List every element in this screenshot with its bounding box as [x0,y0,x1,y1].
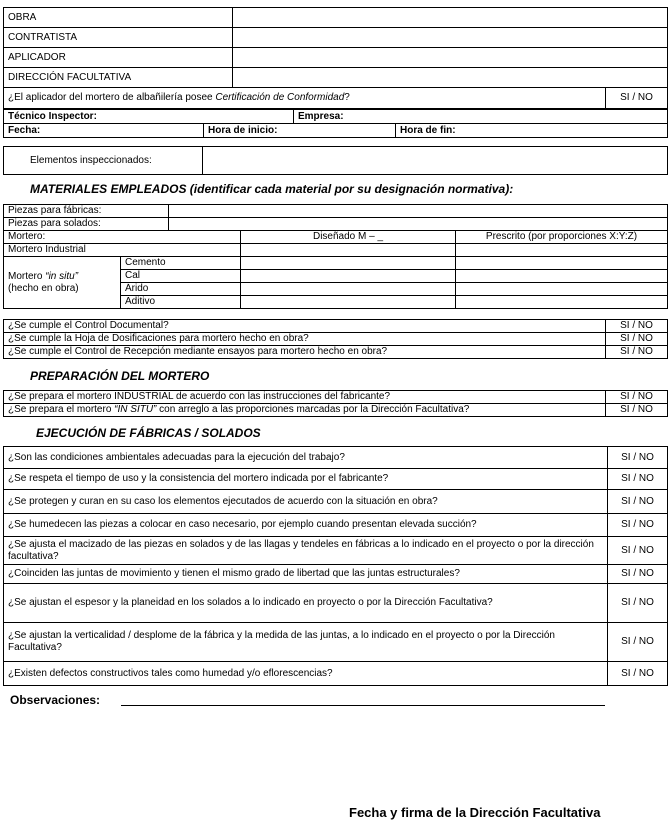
ejecucion-si-no[interactable]: SI / NO [608,584,668,623]
elementos-table [3,146,668,175]
obra-field[interactable] [233,8,668,28]
prep-insitu-si-no[interactable]: SI / NO [606,404,668,417]
mortero-label: Mortero: [4,231,241,244]
prep-industrial-si-no[interactable]: SI / NO [606,391,668,404]
ejecucion-heading: EJECUCIÓN DE FÁBRICAS / SOLADOS [36,426,261,440]
piezas-solados-label: Piezas para solados: [4,218,169,231]
ejecucion-si-no[interactable]: SI / NO [608,469,668,490]
header-table [3,7,668,109]
prep-industrial-question: ¿Se prepara el mortero INDUSTRIAL de acuerdo con las instrucciones del fabricante? [4,391,606,404]
hora-fin-field[interactable]: Hora de fin: [396,124,668,138]
cemento-label: Cemento [121,257,241,270]
cal-prescrito-field[interactable] [456,270,668,283]
control-documental-question: ¿Se cumple el Control Documental? [4,320,606,333]
inspector-table [3,109,668,124]
piezas-solados-field[interactable] [169,218,668,231]
piezas-fabricas-field[interactable] [169,205,668,218]
arido-disenado-field[interactable] [241,283,456,296]
observaciones-line[interactable] [121,705,605,706]
ejecucion-question: ¿Se ajustan el espesor y la planeidad en los solados a lo indicado en proyecto o por la Dirección Facultativa? [4,584,608,623]
cemento-prescrito-field[interactable] [456,257,668,270]
ejecucion-question: ¿Se ajustan la verticalidad / desplome de la fábrica y la medida de las juntas, a lo indicado en el proyecto o por la Dirección Facultativa? [4,623,608,662]
contratista-label: CONTRATISTA [4,28,233,48]
control-recepcion-question: ¿Se cumple el Control de Recepción mediante ensayos para mortero hecho en obra? [4,346,606,359]
direccion-label: DIRECCIÓN FACULTATIVA [4,68,233,88]
aditivo-label: Aditivo [121,296,241,309]
contratista-field[interactable] [233,28,668,48]
aplicador-label: APLICADOR [4,48,233,68]
industrial-prescrito-field[interactable] [456,244,668,257]
arido-prescrito-field[interactable] [456,283,668,296]
materiales-heading: MATERIALES EMPLEADOS (identificar cada material por su designación normativa): [30,182,514,196]
empresa-field[interactable]: Empresa: [294,110,668,124]
control-table [3,319,668,359]
ejecucion-si-no[interactable]: SI / NO [608,623,668,662]
prep-insitu-question: ¿Se prepara el mortero “IN SITU” con arreglo a las proporciones marcadas por la Dirección Facultativa? [4,404,606,417]
ejecucion-table [3,446,668,686]
elementos-label: Elementos inspeccionados: [4,147,203,175]
preparacion-heading: PREPARACIÓN DEL MORTERO [30,369,210,383]
aditivo-prescrito-field[interactable] [456,296,668,309]
arido-label: Árido [121,283,241,296]
cal-disenado-field[interactable] [241,270,456,283]
ejecucion-question: ¿Se ajusta el macizado de las piezas en solados y de las llagas y tendeles en fábricas a lo indicado en el proyecto o por la dirección facultativa? [4,537,608,565]
ejecucion-question: ¿Se protegen y curan en su caso los elementos ejecutados de acuerdo con la situación en obra? [4,490,608,514]
ejecucion-question: ¿Existen defectos constructivos tales como humedad y/o eflorescencias? [4,662,608,686]
certificacion-question: ¿El aplicador del mortero de albañilería posee Certificación de Conformidad? [4,88,606,109]
hora-inicio-field[interactable]: Hora de inicio: [204,124,396,138]
hoja-dosificaciones-question: ¿Se cumple la Hoja de Dosificaciones para mortero hecho en obra? [4,333,606,346]
ejecucion-si-no[interactable]: SI / NO [608,537,668,565]
ejecucion-si-no[interactable]: SI / NO [608,514,668,537]
ejecucion-question: ¿Se respeta el tiempo de uso y la consistencia del mortero indicada por el fabricante? [4,469,608,490]
aplicador-field[interactable] [233,48,668,68]
cemento-disenado-field[interactable] [241,257,456,270]
preparacion-table [3,390,668,417]
materiales-table [3,204,668,309]
ejecucion-si-no[interactable]: SI / NO [608,490,668,514]
elementos-field[interactable] [203,147,668,175]
mortero-insitu-label: Mortero “in situ” (hecho en obra) [4,257,121,309]
tecnico-inspector-field[interactable]: Técnico Inspector: [4,110,294,124]
control-recepcion-si-no[interactable]: SI / NO [606,346,668,359]
ejecucion-si-no[interactable]: SI / NO [608,662,668,686]
ejecucion-si-no[interactable]: SI / NO [608,565,668,584]
disenado-header: Diseñado M – _ [241,231,456,244]
direccion-field[interactable] [233,68,668,88]
observaciones-label: Observaciones: [10,693,101,707]
industrial-disenado-field[interactable] [241,244,456,257]
mortero-industrial-label: Mortero Industrial [4,244,241,257]
fecha-field[interactable]: Fecha: [4,124,204,138]
aditivo-disenado-field[interactable] [241,296,456,309]
fecha-table [3,123,668,138]
control-documental-si-no[interactable]: SI / NO [606,320,668,333]
ejecucion-question: ¿Se humedecen las piezas a colocar en caso necesario, por ejemplo cuando presentan elevada succión? [4,514,608,537]
ejecucion-question: ¿Coinciden las juntas de movimiento y tienen el mismo grado de libertad que las juntas estructurales? [4,565,608,584]
ejecucion-question: ¿Son las condiciones ambientales adecuadas para la ejecución del trabajo? [4,447,608,469]
hoja-dosificaciones-si-no[interactable]: SI / NO [606,333,668,346]
cal-label: Cal [121,270,241,283]
obra-label: OBRA [4,8,233,28]
certificacion-si-no[interactable]: SI / NO [606,88,668,109]
piezas-fabricas-label: Piezas para fábricas: [4,205,169,218]
firma-label: Fecha y firma de la Dirección Facultativa [349,805,601,820]
ejecucion-si-no[interactable]: SI / NO [608,447,668,469]
prescrito-header: Prescrito (por proporciones X:Y:Z) [456,231,668,244]
